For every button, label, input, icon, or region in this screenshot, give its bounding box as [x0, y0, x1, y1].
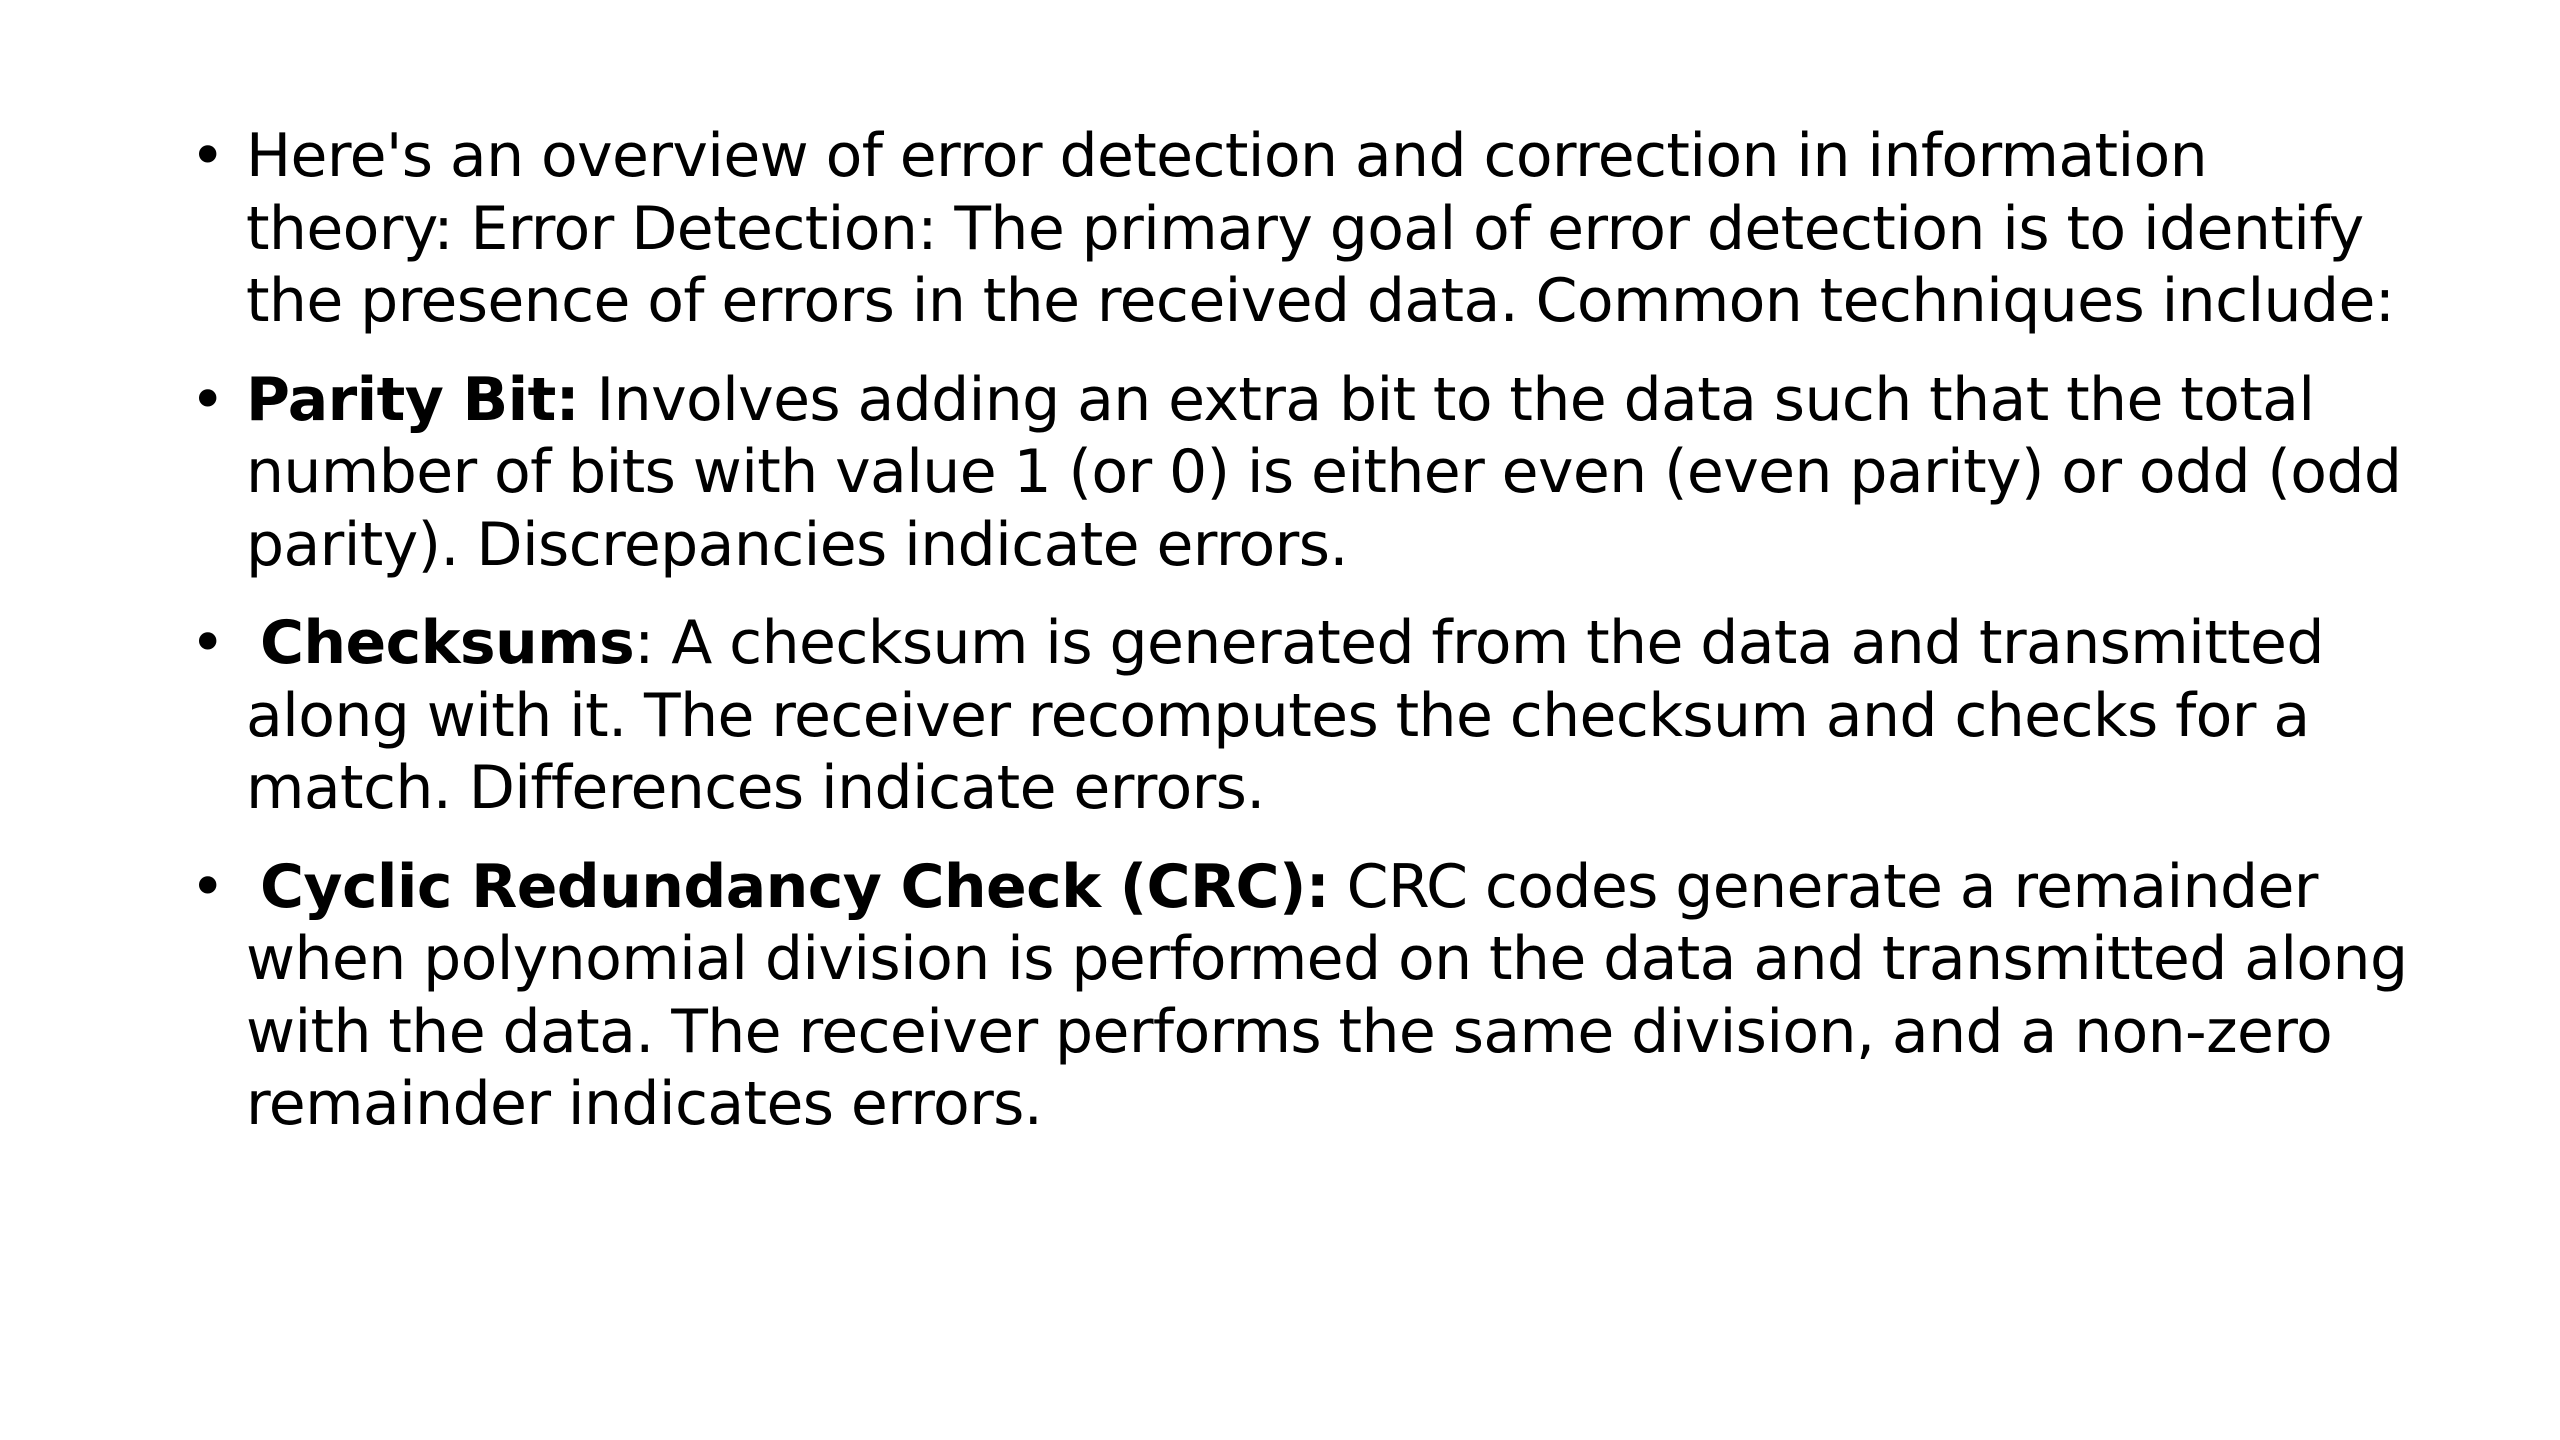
- bullet-lead-term: Checksums: [260, 608, 635, 678]
- bullet-item-checksums: [190, 607, 2430, 825]
- bullet-dot-icon: •: [190, 121, 225, 191]
- bullet-item-parity-bit: [190, 364, 2430, 582]
- bullet-item-crc: [190, 851, 2430, 1141]
- bullet-text: CRC codes generate a remainder when polynomial division is performed on the data and transmitted along with the data. The receiver performs the same division, and a non-zero remainder indicates errors.: [246, 851, 2408, 1139]
- bullet-lead-term: Parity Bit:: [246, 364, 580, 435]
- bullet-text: A checksum is generated from the data and transmitted along with it. The receiver recomputes the checksum and checks for a match. Differences indicate errors.: [246, 608, 2324, 823]
- bullet-item-overview: [190, 120, 2430, 338]
- bullet-separator: :: [634, 608, 654, 678]
- bullet-text: Involves adding an extra bit to the data such that the total number of bits with value 1 (or 0) is either even (even parity) or odd (odd parity). Discrepancies indicate errors.: [246, 364, 2402, 580]
- bullet-dot-icon: •: [190, 608, 225, 678]
- bullet-dot-icon: •: [190, 851, 225, 922]
- bullet-dot-icon: •: [190, 364, 225, 435]
- bullet-list: [190, 120, 2430, 1167]
- bullet-text: Here's an overview of error detection and correction in information theory: Error Detection: The primary goal of error detection is to identify the presence of errors in the received data. Common techniques include:: [246, 121, 2395, 336]
- bullet-lead-term: Cyclic Redundancy Check (CRC):: [260, 851, 1330, 922]
